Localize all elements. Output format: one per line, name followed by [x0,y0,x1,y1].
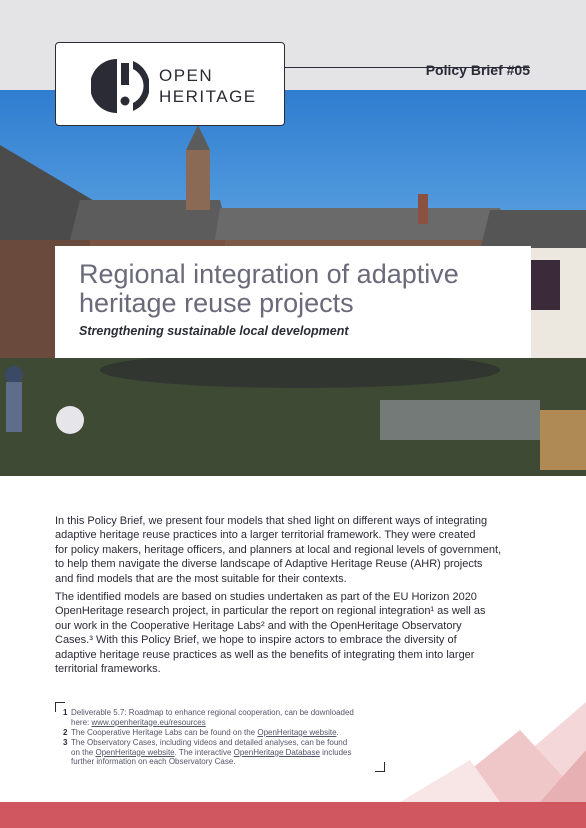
p2-line: Cases.³ With this Policy Brief, we hope to inspire actors to embrace the diversity of [55,634,457,647]
openheritage-website-link[interactable]: OpenHeritage website [257,728,337,737]
p2-line: OpenHeritage research project, in particular the report on regional integration¹ as well as [55,605,486,618]
footnote-1-text: Deliverable 5.7: Roadmap to enhance regional cooperation, can be downloaded here: www.openheritage.eu/resources [71,708,354,727]
p1-line: adaptive heritage reuse practices into a larger territorial framework. They were created [55,529,476,542]
title-line-2: heritage reuse projects [79,288,354,318]
logo-line-heritage: HERITAGE [159,87,257,106]
footnote-3: 3 The Observatory Cases, including videos and detailed analyses, can be found on the OpenHeritage website. The interactive OpenHeritage Database includes further information on each Observatory Case. [63,738,385,767]
p2-line: territorial frameworks. [55,663,161,676]
document-title [79,260,507,318]
p2-line: The identified models are based on studies undertaken as part of the EU Horizon 2020 [55,591,477,603]
models-paragraph [55,590,531,676]
p2-line: our work in the Cooperative Heritage Labs² and with the OpenHeritage Observatory [55,619,462,632]
policy-brief-label: Policy Brief #05 [425,62,530,78]
intro-paragraph [55,514,531,586]
openheritage-website-link[interactable]: OpenHeritage website [95,747,175,757]
footnote-3-text: The Observatory Cases, including videos and detailed analyses, can be found on the OpenHeritage website. The interactive OpenHeritage Database includes further information on each Observatory Case. [71,738,352,767]
p1-line: and find models that are the most suitable for their contexts. [55,572,347,585]
footer-band [0,802,586,828]
title-line-1: Regional integration of adaptive [79,259,459,289]
logo-wordmark [159,65,257,107]
footnote-1: 1 Deliverable 5.7: Roadmap to enhance regional cooperation, can be downloaded here: www.openheritage.eu/resources [63,708,385,727]
openheritage-logo[interactable] [55,42,285,126]
p1-line: to help them navigate the diverse landscape of Adaptive Heritage Reuse (AHR) projects [55,558,483,571]
document-subtitle: Strengthening sustainable local development [79,324,349,338]
title-card [55,246,531,358]
p2-line: adaptive heritage reuse practices as well as the benefits of integrating them into larger [55,648,475,661]
p1-line: In this Policy Brief, we present four models that shed light on different ways of integrating [55,515,488,527]
openheritage-logo-mark-icon [91,57,149,115]
logo-line-open: OPEN [159,66,214,85]
footnote-2-text: The Cooperative Heritage Labs can be found on the OpenHeritage website. [71,728,339,737]
footnote-2: 2 The Cooperative Heritage Labs can be found on the OpenHeritage website. [63,728,385,738]
footnotes [55,702,385,772]
openheritage-database-link[interactable]: OpenHeritage Database [233,747,320,757]
p1-line: for policy makers, heritage officers, and planners at local and regional levels of government, [55,543,502,556]
resources-link[interactable]: www.openheritage.eu/resources [91,717,206,727]
